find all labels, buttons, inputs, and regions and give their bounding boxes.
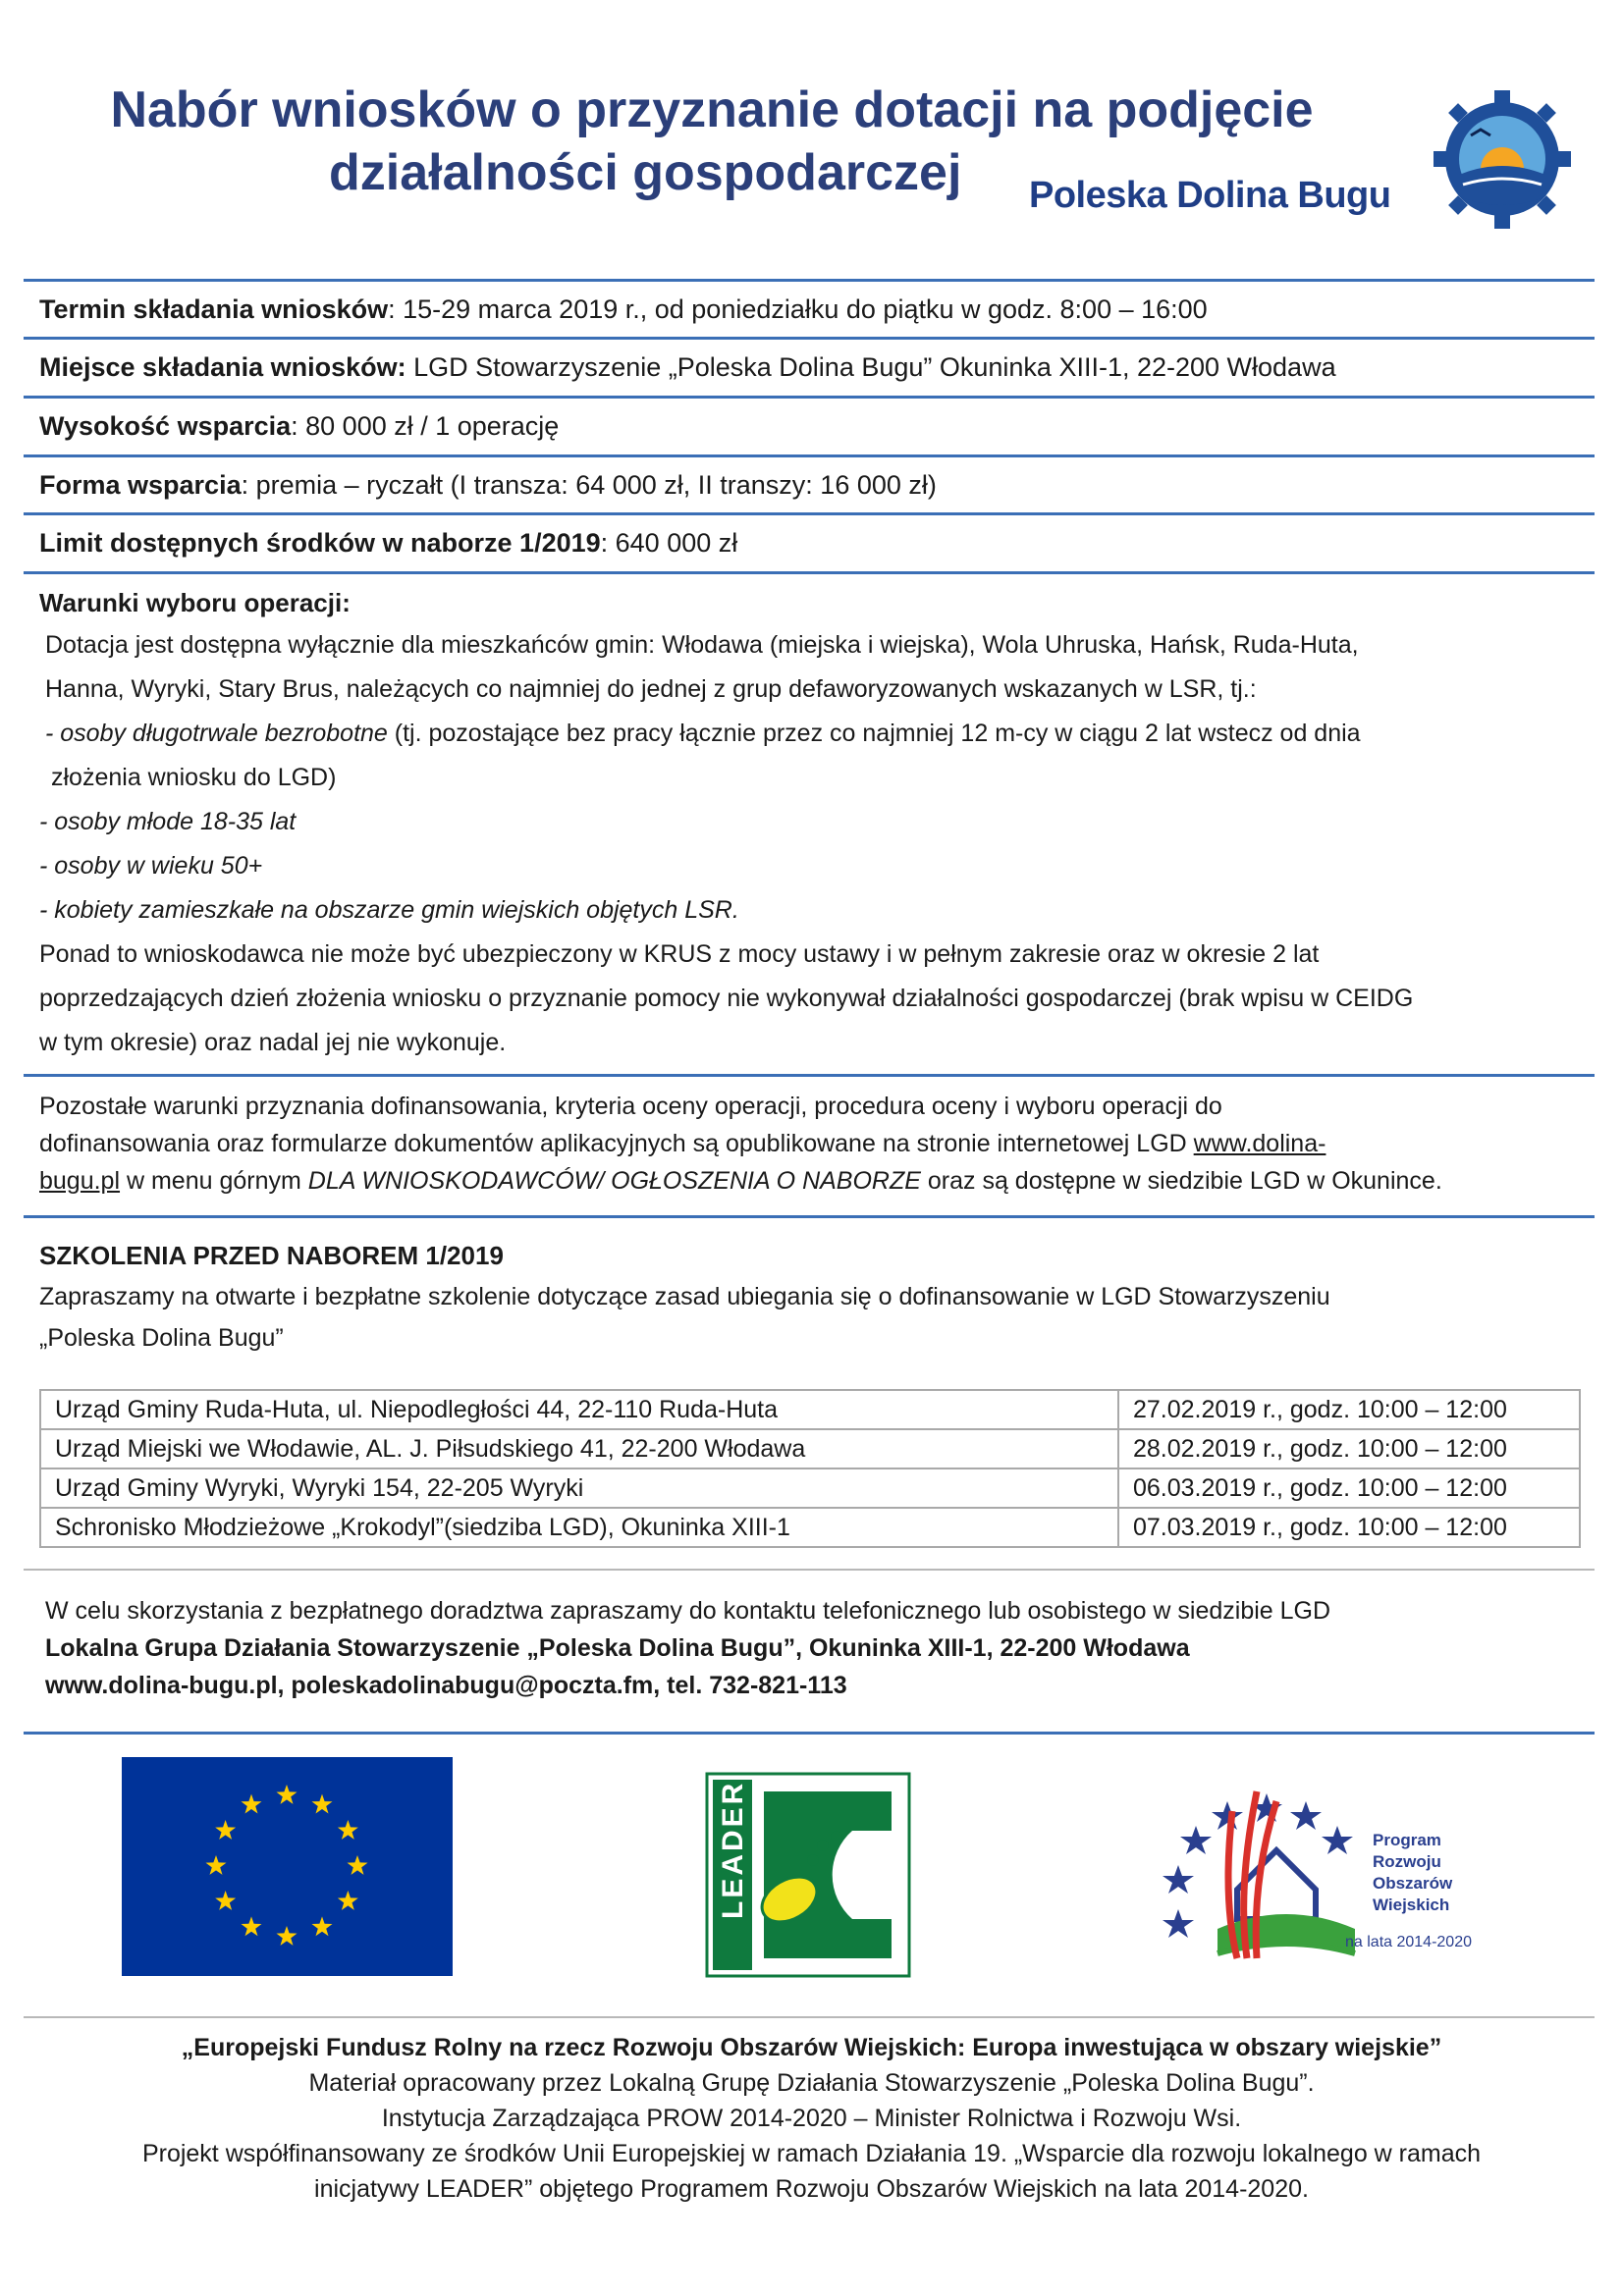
- amount-row: [39, 406, 1591, 446]
- table-row: [40, 1429, 1580, 1468]
- deadline-value: : 15-29 marca 2019 r., od poniedziałku do piątku w godz. 8:00 – 16:00: [388, 294, 1208, 324]
- deadline-row: [39, 290, 1591, 329]
- amount-label: Wysokość wsparcia: [39, 411, 292, 441]
- training-section: [39, 1235, 1581, 1359]
- table-cell-place: Urząd Miejski we Włodawie, AL. J. Piłsudskiego 41, 22-200 Włodawa: [40, 1429, 1118, 1468]
- more-info-line: [39, 1162, 1581, 1200]
- place-row: [39, 347, 1591, 387]
- prow-line: Wiejskich: [1373, 1896, 1450, 1914]
- group-item: - kobiety zamieszkałe na obszarze gmin wiejskich objętych LSR.: [39, 896, 739, 924]
- table-cell-place: Urząd Gminy Wyryki, Wyryki 154, 22-205 Wyryki: [40, 1468, 1118, 1508]
- leader-logo-icon: [705, 1772, 911, 1978]
- conditions-line: Dotacja jest dostępna wyłącznie dla mieszkańców gmin: Włodawa (miejska i wiejska), Wola Uhruska, Hańsk, Ruda-Huta,: [45, 631, 1359, 659]
- more-info-line: Pozostałe warunki przyznania dofinansowania, kryteria oceny operacji, procedura oceny i wyboru operacji do: [39, 1093, 1222, 1120]
- contact-section: [45, 1592, 1587, 1704]
- form-value: : premia – ryczałt (I transza: 64 000 zł, II transzy: 16 000 zł): [241, 470, 937, 500]
- divider: [24, 1732, 1595, 1735]
- more-info-section: [39, 1088, 1581, 1200]
- title-line-1: Nabór wniosków o przyznanie dotacji na podjęcie: [110, 81, 1314, 138]
- divider: [24, 512, 1595, 515]
- more-info-text: w menu górnym: [120, 1167, 308, 1195]
- training-intro: „Poleska Dolina Bugu”: [39, 1324, 284, 1352]
- divider: [24, 1569, 1595, 1571]
- training-heading: SZKOLENIA PRZED NABOREM 1/2019: [39, 1241, 504, 1270]
- sun-bird-globe-logo-icon: [1434, 88, 1571, 231]
- limit-label: Limit dostępnych środków w naborze 1/2019: [39, 528, 601, 558]
- footer-slogan: „Europejski Fundusz Rolny na rzecz Rozwoju Obszarów Wiejskich: Europa inwestująca w obszary wiejskie”: [181, 2034, 1442, 2061]
- conditions-extra: poprzedzających dzień złożenia wniosku o przyznanie pomocy nie wykonywał działalności gospodarczej (brak wpisu w CEIDG: [39, 985, 1414, 1012]
- table-cell-date: 27.02.2019 r., godz. 10:00 – 12:00: [1118, 1390, 1580, 1429]
- training-schedule-table: [39, 1389, 1581, 1548]
- footer-line: inicjatywy LEADER” objętego Programem Rozwoju Obszarów Wiejskich na lata 2014-2020.: [314, 2175, 1309, 2203]
- divider: [24, 279, 1595, 282]
- title-line-2: działalności gospodarczej: [329, 144, 962, 201]
- footer-line: Projekt współfinansowany ze środków Unii Europejskiej w ramach Działania 19. „Wsparcie dla rozwoju lokalnego w ramach: [141, 2140, 1482, 2167]
- contact-intro: W celu skorzystania z bezpłatnego doradztwa zapraszamy do kontaktu telefonicznego lub osobistego w siedzibie LGD: [45, 1597, 1331, 1625]
- table-cell-date: 28.02.2019 r., godz. 10:00 – 12:00: [1118, 1429, 1580, 1468]
- group-item: [39, 712, 1591, 756]
- table-row: [40, 1508, 1580, 1547]
- group-item-rest: (tj. pozostające bez pracy łącznie przez co najmniej 12 m-cy w ciągu 2 lat wstecz od dnia: [387, 720, 1361, 747]
- place-value: LGD Stowarzyszenie „Poleska Dolina Bugu” Okuninka XIII-1, 22-200 Włodawa: [406, 352, 1336, 382]
- group-item-cont: złożenia wniosku do LGD): [51, 764, 337, 791]
- form-row: [39, 465, 1591, 505]
- footer-line: Materiał opracowany przez Lokalną Grupę Działania Stowarzyszenie „Poleska Dolina Bugu”.: [308, 2069, 1315, 2097]
- more-info-text: dofinansowania oraz formularze dokumentów aplikacyjnych są opublikowane na stronie internetowej LGD: [39, 1130, 1194, 1157]
- conditions-section: [39, 582, 1591, 1065]
- divider: [24, 337, 1595, 340]
- contact-details: www.dolina-bugu.pl, poleskadolinabugu@poczta.fm, tel. 732-821-113: [45, 1672, 847, 1699]
- conditions-line: Hanna, Wyryki, Stary Brus, należących co najmniej do jednej z grup defaworyzowanych wskazanych w LSR, tj.:: [45, 675, 1257, 703]
- contact-organization: Lokalna Grupa Działania Stowarzyszenie „Poleska Dolina Bugu”, Okuninka XIII-1, 22-200 Włodawa: [45, 1634, 1190, 1662]
- prow-line: Rozwoju: [1373, 1852, 1441, 1871]
- brand-name: Poleska Dolina Bugu: [1029, 175, 1391, 216]
- table-cell-place: Urząd Gminy Ruda-Huta, ul. Niepodległości 44, 22-110 Ruda-Huta: [40, 1390, 1118, 1429]
- footer-section: [29, 2030, 1594, 2207]
- group-item: - osoby młode 18-35 lat: [39, 808, 297, 835]
- limit-value: : 640 000 zł: [600, 528, 738, 558]
- website-link-cont[interactable]: bugu.pl: [39, 1167, 121, 1195]
- prow-years: na lata 2014-2020: [1345, 1934, 1472, 1950]
- more-info-line: [39, 1125, 1581, 1162]
- table-cell-date: 07.03.2019 r., godz. 10:00 – 12:00: [1118, 1508, 1580, 1547]
- conditions-heading: Warunki wyboru operacji:: [39, 588, 351, 617]
- form-label: Forma wsparcia: [39, 470, 242, 500]
- table-row: [40, 1390, 1580, 1429]
- prow-line: Obszarów: [1373, 1874, 1453, 1893]
- table-row: [40, 1468, 1580, 1508]
- training-intro: Zapraszamy na otwarte i bezpłatne szkolenie dotyczące zasad ubiegania się o dofinansowanie w LGD Stowarzyszeniu: [39, 1283, 1330, 1310]
- table-cell-date: 06.03.2019 r., godz. 10:00 – 12:00: [1118, 1468, 1580, 1508]
- divider: [24, 1074, 1595, 1077]
- group-item: - osoby w wieku 50+: [39, 852, 263, 880]
- menu-path: DLA WNIOSKODAWCÓW/ OGŁOSZENIA O NABORZE: [307, 1167, 921, 1195]
- limit-row: [39, 523, 1591, 562]
- divider: [24, 571, 1595, 574]
- divider: [24, 2016, 1595, 2018]
- prow-line: Program: [1373, 1831, 1441, 1849]
- conditions-extra: Ponad to wnioskodawca nie może być ubezpieczony w KRUS z mocy ustawy i w pełnym zakresie oraz w okresie 2 lat: [39, 940, 1320, 968]
- divider: [24, 396, 1595, 399]
- divider: [24, 454, 1595, 457]
- amount-value: : 80 000 zł / 1 operację: [291, 411, 560, 441]
- place-label: Miejsce składania wniosków:: [39, 352, 406, 382]
- footer-line: Instytucja Zarządzająca PROW 2014-2020 – Minister Rolnictwa i Rozwoju Wsi.: [381, 2105, 1242, 2132]
- website-link[interactable]: www.dolina-: [1193, 1130, 1326, 1157]
- group-item-italic: - osoby długotrwale bezrobotne: [45, 720, 388, 747]
- divider: [24, 1215, 1595, 1218]
- deadline-label: Termin składania wniosków: [39, 294, 389, 324]
- eu-flag-icon: [122, 1757, 453, 1976]
- leader-logo-text: LEADER: [717, 1780, 749, 1919]
- prow-logo-icon: [1159, 1772, 1483, 1978]
- table-cell-place: Schronisko Młodzieżowe „Krokodyl”(siedziba LGD), Okuninka XIII-1: [40, 1508, 1118, 1547]
- more-info-text: oraz są dostępne w siedzibie LGD w Okunince.: [920, 1167, 1442, 1195]
- conditions-extra: w tym okresie) oraz nadal jej nie wykonuje.: [39, 1029, 507, 1056]
